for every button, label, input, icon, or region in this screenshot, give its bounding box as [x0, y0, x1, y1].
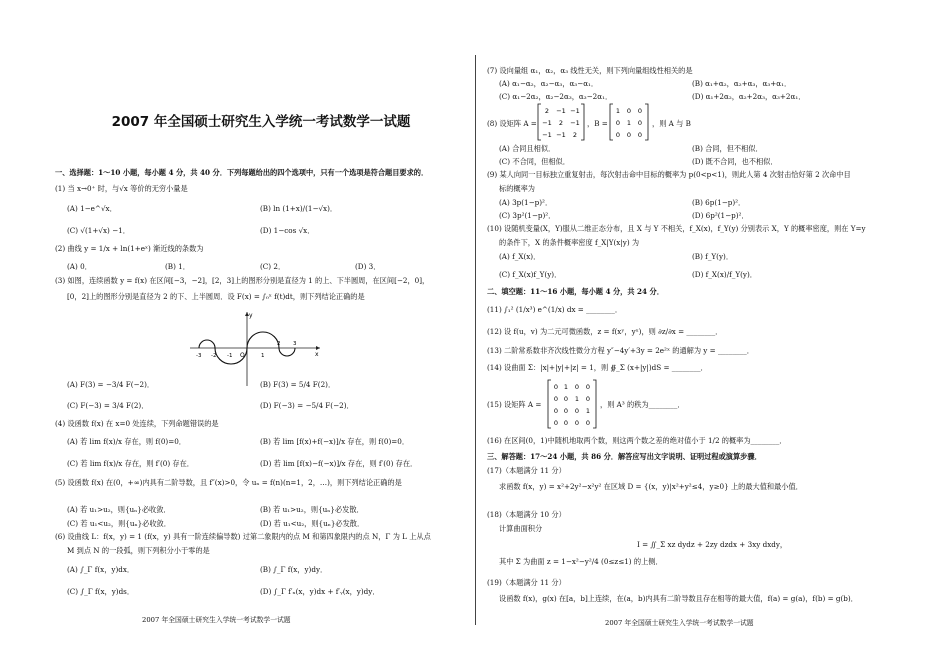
q8-option-d: (D) 既不合同，也不相似． [692, 157, 778, 166]
q2-option-a: (A) 0． [67, 262, 92, 271]
q18-text: 计算曲面积分 [499, 524, 543, 533]
q1-option-a: (A) 1−e^√x． [67, 204, 117, 213]
q2-option-b: (B) 1． [165, 262, 190, 271]
q15-stem-end: ，则 A³ 的秩为________． [600, 400, 685, 409]
curve-lower-small-right [279, 348, 295, 356]
tick-minus-2: -2 [211, 353, 217, 359]
q4-option-d: (D) 若 lim [f(x)−f(−x)]/x 存在，则 f′(0) 存在． [260, 459, 418, 468]
q2-option-c: (C) 2． [260, 262, 286, 271]
column-divider [475, 55, 476, 625]
q7-option-c: (C) α₁−2α₂，α₂−2α₃，α₃−2α₁． [499, 92, 613, 101]
tick-minus-1: -1 [227, 353, 233, 359]
matrix-a-cell: 2 [544, 107, 550, 115]
matrix-a-cell: −1 [570, 119, 580, 127]
matrix-c-cell: 1 [574, 395, 580, 403]
matrix-c-cell: 0 [563, 407, 569, 415]
section-1-heading: 一、选择题：1～10 小题，每小题 4 分，共 40 分．下列每题给出的四个选项中，只有一个选项是符合题目要求的． [55, 168, 429, 177]
q19-heading: (19)（本题满分 11 分） [487, 578, 566, 587]
q9-stem-line1: (9) 某人向同一目标独立重复射击，每次射击命中目标的概率为 p(0<p<1)，则此人第 4 次射击恰好第 2 次命中目 [487, 170, 851, 179]
matrix-c-cell: 0 [553, 383, 559, 391]
matrix-a [537, 102, 585, 142]
q18-formula: I = ∬_Σ xz dydz + 2zy dzdx + 3xy dxdy， [637, 540, 788, 549]
q3-option-c: (C) F(−3) = 3/4 F(2)． [67, 401, 149, 410]
matrix-b-cell: 0 [626, 107, 632, 115]
q7-option-a: (A) α₁−α₂，α₂−α₃，α₃−α₁． [499, 79, 599, 88]
q1-option-b: (B) ln (1+x)/(1−√x)． [260, 204, 338, 213]
q9-option-c: (C) 3p²(1−p)²． [499, 211, 556, 220]
matrix-c-cell: 0 [574, 383, 580, 391]
q3-option-b: (B) F(3) = 5/4 F(2)． [260, 380, 336, 389]
q11: (11) ∫₁² (1/x³) e^(1/x) dx = ________． [487, 305, 623, 314]
q6-option-b: (B) ∫_Γ f(x，y)dy． [260, 565, 328, 574]
matrix-a-cell: −1 [542, 119, 552, 127]
right-page [487, 58, 899, 642]
q9-option-a: (A) 3p(1−p)²． [499, 198, 553, 207]
section-2-heading: 二、填空题：11～16 小题，每小题 4 分，共 24 分． [487, 287, 664, 296]
q3-option-d: (D) F(−3) = −5/4 F(−2)． [260, 401, 354, 410]
q4-stem: (4) 设函数 f(x) 在 x=0 处连续，下列命题错误的是 [55, 419, 219, 428]
q17-heading: (17)（本题满分 11 分） [487, 466, 566, 475]
matrix-b-cell: 0 [637, 119, 643, 127]
q10-stem-line2: 的条件下，X 的条件概率密度 f_X|Y(x|y) 为 [499, 238, 640, 247]
q5-option-c: (C) 若 u₁<u₂，则{uₙ}必收敛． [67, 519, 171, 528]
q12: (12) 设 f(u，v) 为二元可微函数，z = f(xʸ，yˣ)，则 ∂z/∂x = ________． [487, 327, 723, 336]
matrix-b-cell: 0 [637, 131, 643, 139]
q6-option-a: (A) ∫_Γ f(x，y)dx． [67, 565, 135, 574]
q3-stem-line2: [0，2]上的图形分别是直径为 2 的下、上半圆周．设 F(x) = ∫₀ˣ f(t)dt，则下列结论正确的是 [67, 292, 365, 301]
matrix-c-cell: 0 [574, 419, 580, 427]
q14: (14) 设曲面 Σ：|x|+|y|+|z| = 1，则 ∯_Σ (x+|y|)dS = ________． [487, 363, 708, 372]
matrix-c-cell: 0 [585, 395, 591, 403]
matrix-c-cell: 0 [563, 395, 569, 403]
q8-stem: (8) 设矩阵 A = [487, 119, 537, 128]
axis-label-y: y [249, 312, 253, 319]
matrix-b-cell: 0 [626, 131, 632, 139]
q9-option-b: (B) 6p(1−p)²． [692, 198, 746, 207]
q1-option-c: (C) √(1+√x) −1． [67, 226, 130, 235]
q4-option-b: (B) 若 lim [f(x)+f(−x)]/x 存在，则 f(0)=0． [260, 437, 410, 446]
left-page [55, 58, 467, 642]
q1-option-d: (D) 1−cos √x． [260, 226, 315, 235]
matrix-a-cell: −1 [542, 131, 552, 139]
tick-3: 3 [293, 341, 297, 347]
q19-text: 设函数 f(x)，g(x) 在[a，b]上连续，在(a，b)内具有二阶导数且存在相等的最大值，f(a) = g(a)，f(b) = g(b)． [499, 594, 858, 603]
curve-upper-right [247, 332, 279, 348]
q8-option-a: (A) 合同且相似． [499, 144, 556, 153]
q2-option-d: (D) 3． [355, 262, 381, 271]
q5-option-a: (A) 若 u₁>u₂，则{uₙ}必收敛． [67, 505, 171, 514]
matrix-c-cell: 1 [585, 407, 591, 415]
q10-option-b: (B) f_Y(y)． [692, 252, 734, 261]
tick-1: 1 [261, 353, 265, 359]
q13: (13) 二阶常系数非齐次线性微分方程 y″−4y′+3y = 2e²ˣ 的通解为 y = ________． [487, 346, 754, 355]
matrix-b-cell: 0 [637, 107, 643, 115]
right-footer: 2007 年全国硕士研究生入学统一考试数学一试题 [605, 619, 754, 627]
q6-stem-line2: M 到点 N 的一段弧，则下列积分小于零的是 [67, 546, 210, 555]
matrix-a-cell: −1 [556, 131, 566, 139]
q5-option-b: (B) 若 u₁>u₂，则{uₙ}必发散． [260, 505, 364, 514]
matrix-c-cell: 0 [553, 407, 559, 415]
q7-option-d: (D) α₁+2α₂，α₂+2α₃，α₃+2α₁． [692, 92, 806, 101]
q6-stem-line1: (6) 设曲线 L：f(x，y) = 1 (f(x，y) 具有一阶连续偏导数) 过第二象限内的点 M 和第四象限内的点 N，Γ 为 L 上从点 [55, 532, 431, 541]
tick-minus-3: -3 [196, 353, 202, 359]
q5-option-d: (D) 若 u₁<u₂，则{uₙ}必发散． [260, 519, 365, 528]
matrix-b-cell: 1 [615, 107, 621, 115]
q10-option-d: (D) f_X(x)/f_Y(y)． [692, 270, 757, 279]
matrix-c-cell: 1 [563, 383, 569, 391]
matrix-c-cell: 0 [585, 383, 591, 391]
matrix-c-cell: 0 [553, 395, 559, 403]
matrix-b [609, 102, 649, 142]
matrix-c-cell: 0 [553, 419, 559, 427]
matrix-c-cell: 0 [585, 419, 591, 427]
q1-stem: (1) 当 x→0⁺ 时，与√x 等价的无穷小量是 [55, 184, 188, 193]
q10-stem-line1: (10) 设随机变量(X，Y)服从二维正态分布，且 X 与 Y 不相关，f_X(x)，f_Y(y) 分别表示 X，Y 的概率密度，则在 Y=y [487, 224, 866, 233]
q15-stem: (15) 设矩阵 A = [487, 400, 542, 409]
axis-origin: O [240, 352, 245, 359]
q10-option-c: (C) f_X(x)f_Y(y)． [499, 270, 562, 279]
q7-stem: (7) 设向量组 α₁，α₂，α₃ 线性无关，则下列向量组线性相关的是 [487, 66, 693, 75]
q8-stem-end: ，则 A 与 B [652, 119, 691, 128]
matrix-a-cell: −1 [556, 107, 566, 115]
matrix-b-cell: 0 [615, 131, 621, 139]
matrix-c-cell: 0 [574, 407, 580, 415]
axis-label-x: x [315, 351, 319, 358]
q16: (16) 在区间(0，1)中随机地取两个数，则这两个数之差的绝对值小于 1/2 的概率为________． [487, 436, 787, 445]
q7-option-b: (B) α₁+α₂，α₂+α₃，α₃+α₁． [692, 79, 792, 88]
q6-option-d: (D) ∫_Γ f′ₓ(x，y)dx + f′ᵧ(x，y)dy． [260, 587, 380, 596]
q9-stem-line2: 标的概率为 [499, 184, 535, 193]
q3-stem-line1: (3) 如图，连续函数 y = f(x) 在区间[−3，−2]，[2，3]上的图形分别是直径为 1 的上、下半圆周，在区间[−2，0]， [55, 276, 430, 285]
exam-title: 2007 年全国硕士研究生入学统一考试数学一试题 [111, 114, 411, 130]
q9-option-d: (D) 6p²(1−p)²． [692, 211, 749, 220]
curve-upper-small-left [199, 340, 215, 348]
q17-text: 求函数 f(x，y) = x²+2y²−x²y² 在区域 D = {(x，y)|x²+y²≤4，y≥0} 上的最大值和最小值． [499, 482, 803, 491]
matrix-c-cell: 0 [563, 419, 569, 427]
q8-option-b: (B) 合同，但不相似． [692, 144, 763, 153]
q4-option-c: (C) 若 lim f(x)/x 存在，则 f′(0) 存在． [67, 459, 194, 468]
matrix-c [547, 378, 597, 430]
section-3-heading: 三、解答题：17～24 小题，共 86 分．解答应写出文字说明、证明过程或演算步骤． [487, 452, 762, 461]
q5-stem: (5) 设函数 f(x) 在(0，+∞)内具有二阶导数，且 f″(x)>0，令 uₙ = f(n)(n=1，2，…)，则下列结论正确的是 [55, 478, 402, 487]
tick-2: 2 [277, 341, 281, 347]
matrix-a-cell: 2 [558, 119, 564, 127]
q3-option-a: (A) F(3) = −3/4 F(−2)． [67, 380, 155, 389]
q18-heading: (18)（本题满分 10 分） [487, 510, 566, 519]
matrix-b-cell: 1 [626, 119, 632, 127]
q4-option-a: (A) 若 lim f(x)/x 存在，则 f(0)=0． [67, 437, 186, 446]
q18-where: 其中 Σ 为曲面 z = 1−x²−y²/4 (0≤z≤1) 的上侧． [499, 557, 663, 566]
matrix-a-cell: −1 [570, 107, 580, 115]
q3-function-graph [185, 308, 325, 388]
q2-stem: (2) 曲线 y = 1/x + ln(1+eˣ) 渐近线的条数为 [55, 244, 204, 253]
q8-matrix-b-label: ，B = [587, 119, 608, 128]
matrix-a-cell: 2 [572, 131, 578, 139]
q6-option-c: (C) ∫_Γ f(x，y)ds． [67, 587, 135, 596]
q8-option-c: (C) 不合同，但相似． [499, 157, 570, 166]
q10-option-a: (A) f_X(x)． [499, 252, 541, 261]
matrix-b-cell: 0 [615, 119, 621, 127]
left-footer: 2007 年全国硕士研究生入学统一考试数学一试题 [142, 616, 291, 624]
